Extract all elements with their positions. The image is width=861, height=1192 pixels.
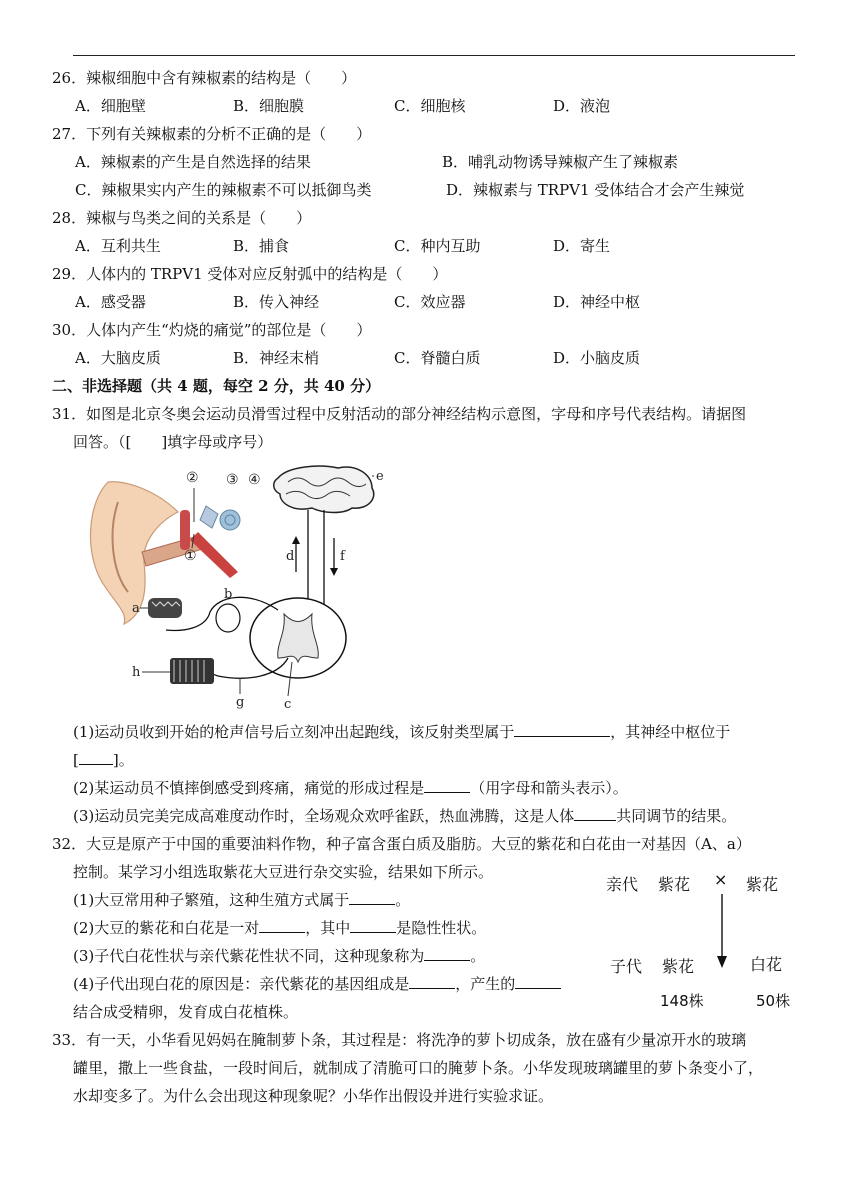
- q26-option-a[interactable]: A．细胞壁: [75, 97, 146, 115]
- q26-stem: 26．辣椒细胞中含有辣椒素的结构是（ ）: [52, 69, 357, 87]
- q31-blank-center[interactable]: [79, 750, 113, 765]
- q28-option-d[interactable]: D．寄生: [553, 237, 611, 255]
- q28-stem: 28．辣椒与鸟类之间的关系是（ ）: [52, 209, 312, 227]
- q32-blank-trait-pair[interactable]: [259, 918, 305, 933]
- reflex-arc-diagram: [88, 462, 388, 712]
- q32-stem-line1: 32．大豆是原产于中国的重要油料作物，种子富含蛋白质及脂肪。大豆的紫花和白花由一对基因（A、a）: [52, 835, 751, 853]
- q30-option-c[interactable]: C．脊髓白质: [394, 349, 481, 367]
- q29-stem: 29．人体内的 TRPV1 受体对应反射弧中的结构是（ ）: [52, 265, 448, 283]
- q31-part2: (2)某运动员不慎摔倒感受到疼痛，痛觉的形成过程是 （用字母和箭头表示）。: [73, 779, 628, 797]
- cross-child-1: 紫花: [662, 957, 695, 976]
- q31-stem-line2: 回答。（[ ]填字母或序号）: [73, 433, 273, 451]
- cross-arrow: [712, 894, 732, 972]
- q29-option-a[interactable]: A．感受器: [75, 293, 146, 311]
- cross-parent-2: 紫花: [746, 875, 779, 894]
- q30-option-b[interactable]: B．神经末梢: [233, 349, 320, 367]
- q26-option-b[interactable]: B．细胞膜: [233, 97, 305, 115]
- q32-stem-line2: 控制。某学习小组选取紫花大豆进行杂交实验，结果如下所示。: [73, 863, 494, 881]
- q31-blank-pain-path[interactable]: [424, 778, 470, 793]
- cross-parent-label: 亲代: [606, 875, 639, 894]
- q28-option-a[interactable]: A．互利共生: [75, 237, 161, 255]
- cross-times: ×: [714, 870, 728, 889]
- diagram-label-d: d: [286, 549, 295, 564]
- q32-part2: (2)大豆的紫花和白花是一对 ，其中 是隐性性状。: [73, 919, 487, 937]
- q31-part1-line2: [ ]。: [73, 751, 134, 769]
- q28-option-b[interactable]: B．捕食: [233, 237, 290, 255]
- q30-option-a[interactable]: A．大脑皮质: [75, 349, 161, 367]
- q31-part1-line1: (1)运动员收到开始的枪声信号后立刻冲出起跑线，该反射类型属于 ，其神经中枢位于: [73, 723, 731, 741]
- q31-blank-regulation[interactable]: [574, 806, 616, 821]
- q32-blank-reproduction[interactable]: [349, 890, 395, 905]
- header-rule: [73, 55, 795, 56]
- q27-option-d[interactable]: D．辣椒素与 TRPV1 受体结合才会产生辣觉: [446, 181, 745, 199]
- q29-option-c[interactable]: C．效应器: [394, 293, 466, 311]
- cross-diagram: [600, 864, 810, 1014]
- diagram-label-g: g: [236, 695, 245, 710]
- cross-child-2: 白花: [750, 955, 783, 974]
- diagram-label-c: c: [284, 697, 292, 712]
- q26-option-d[interactable]: D．液泡: [553, 97, 611, 115]
- q27-option-a[interactable]: A．辣椒素的产生是自然选择的结果: [75, 153, 311, 171]
- q29-option-b[interactable]: B．传入神经: [233, 293, 320, 311]
- cross-child-label: 子代: [610, 957, 643, 976]
- diagram-label-1: ①: [184, 548, 197, 564]
- q32-part5: 结合成受精卵，发育成白花植株。: [73, 1003, 299, 1021]
- q32-blank-genotype[interactable]: [409, 974, 455, 989]
- q31-part3: (3)运动员完美完成高难度动作时，全场观众欢呼雀跃，热血沸腾，这是人体 共同调节的结果。: [73, 807, 737, 825]
- section-heading: 二、非选择题（共 4 题，每空 2 分，共 40 分）: [52, 377, 381, 395]
- q32-blank-recessive[interactable]: [350, 918, 396, 933]
- q31-blank-reflex-type[interactable]: [514, 722, 610, 737]
- q27-stem: 27．下列有关辣椒素的分析不正确的是（ ）: [52, 125, 372, 143]
- q33-line3: 水却变多了。为什么会出现这种现象呢？小华作出假设并进行实验求证。: [73, 1087, 554, 1105]
- diagram-label-a: a: [132, 601, 140, 616]
- diagram-label-2: ②: [186, 470, 199, 486]
- diagram-label-b: b: [224, 587, 233, 602]
- diagram-label-f: f: [340, 549, 345, 564]
- cross-parent-1: 紫花: [658, 875, 691, 894]
- q27-option-b[interactable]: B．哺乳动物诱导辣椒产生了辣椒素: [442, 153, 679, 171]
- q33-line1: 33．有一天，小华看见妈妈在腌制萝卜条，其过程是：将洗净的萝卜切成条，放在盛有少量凉开水的玻璃: [52, 1031, 747, 1049]
- q32-blank-gamete[interactable]: [515, 974, 561, 989]
- q27-option-c[interactable]: C．辣椒果实内产生的辣椒素不可以抵御鸟类: [75, 181, 372, 199]
- q32-part1: (1)大豆常用种子繁殖，这种生殖方式属于 。: [73, 891, 411, 909]
- q31-stem-line1: 31．如图是北京冬奥会运动员滑雪过程中反射活动的部分神经结构示意图，字母和序号代表结构。请据图: [52, 405, 747, 423]
- cross-count-2: 50株: [756, 992, 791, 1010]
- q26-option-c[interactable]: C．细胞核: [394, 97, 466, 115]
- q30-option-d[interactable]: D．小脑皮质: [553, 349, 641, 367]
- q32-part4: (4)子代出现白花的原因是：亲代紫花的基因组成是 ，产生的: [73, 974, 561, 994]
- diagram-label-3: ③: [226, 472, 239, 488]
- q33-line2: 罐里，撒上一些食盐，一段时间后，就制成了清脆可口的腌萝卜条。小华发现玻璃罐里的萝卜条变小了，: [73, 1059, 764, 1077]
- q28-option-c[interactable]: C．种内互助: [394, 237, 481, 255]
- diagram-label-e: e: [376, 469, 384, 484]
- q29-option-d[interactable]: D．神经中枢: [553, 293, 641, 311]
- q30-stem: 30．人体内产生“灼烧的痛觉”的部位是（ ）: [52, 321, 372, 339]
- cross-count-1: 148株: [660, 992, 704, 1010]
- q32-part3: (3)子代白花性状与亲代紫花性状不同，这种现象称为 。: [73, 947, 486, 965]
- q32-blank-variation[interactable]: [424, 946, 470, 961]
- diagram-label-4: ④: [248, 472, 261, 488]
- diagram-label-h: h: [132, 665, 141, 680]
